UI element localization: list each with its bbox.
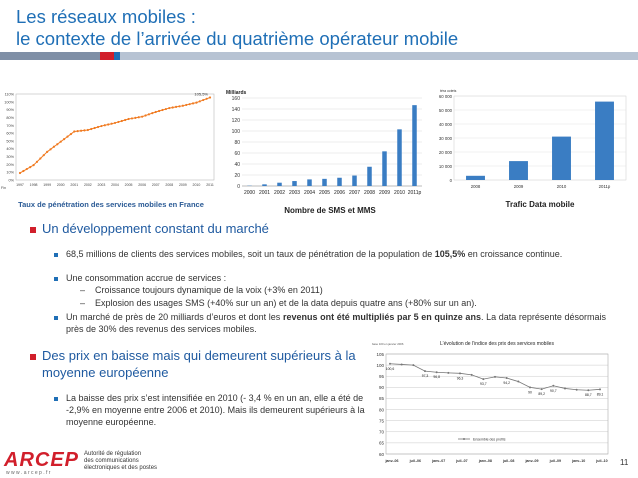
data-label: 93,7 <box>480 382 487 387</box>
bullet1-text-c: en croissance continue. <box>465 249 563 259</box>
section2-bullet <box>66 392 366 428</box>
data-point <box>172 106 174 108</box>
data-label: 97,3 <box>421 374 429 379</box>
data-point <box>182 105 184 107</box>
bar <box>307 179 312 186</box>
section2-heading-line-2: moyenne européenne <box>42 365 169 380</box>
bar <box>367 167 372 186</box>
y-tick-label: 10% <box>6 170 14 175</box>
x-tick-label: 2010 <box>556 184 567 189</box>
x-tick-label: 2001 <box>70 183 79 187</box>
data-point <box>506 377 508 379</box>
data-point <box>124 119 126 121</box>
y-tick-label: 60 000 <box>438 93 452 99</box>
red-square-bullet-icon <box>30 354 36 360</box>
y-tick-label: 70% <box>6 123 14 128</box>
data-point <box>165 108 167 110</box>
penetration-chart-title: Taux de pénétration des services mobiles en France <box>18 200 204 209</box>
data-point <box>158 110 160 112</box>
data-point <box>141 116 143 118</box>
legend-label: Ensemble des profils <box>473 437 506 442</box>
arcep-url: w w w . a r c e p . f r <box>6 470 51 476</box>
x-tick-label: 2002 <box>83 183 92 187</box>
data-label: 89,2 <box>538 392 545 397</box>
data-point <box>107 123 109 125</box>
data-point <box>206 98 208 100</box>
bar <box>466 176 485 180</box>
x-tick-label: 2005 <box>124 183 133 187</box>
bullet-icon <box>54 316 58 320</box>
data-point <box>117 121 119 123</box>
x-tick-label: 2007 <box>151 183 160 187</box>
y-tick-label: 100 <box>376 362 384 368</box>
arcep-logo <box>4 449 184 477</box>
bar <box>595 102 614 180</box>
x-tick-label: janv.-07 <box>432 459 446 463</box>
bar <box>397 129 402 186</box>
y-tick-label: 160 <box>231 96 240 102</box>
x-tick-label: 2006 <box>138 183 147 187</box>
x-tick-label: janv.-09 <box>525 459 539 463</box>
data-point <box>77 130 79 132</box>
data-point <box>90 128 92 130</box>
data-point <box>127 118 129 120</box>
section2-bullet-text: La baisse des prix s’est intensifiée en 2010 (- 3,4 % en un an, elle a été de -2,9% en moyenne entre 2006 et 2010). Mais ils demeurent supérieurs à la moyenne européenne. <box>66 393 365 427</box>
y-tick-label: 40% <box>6 147 14 152</box>
section1-bullet-3 <box>66 311 606 335</box>
tagline-line-3: électroniques et des postes <box>84 465 158 471</box>
tagline-line-1: Autorité de régulation <box>84 451 142 457</box>
x-tick-label: 2011p <box>407 190 422 196</box>
price-index-chart <box>368 340 616 466</box>
data-point <box>53 146 55 148</box>
y-tick-label: 80 <box>234 140 240 146</box>
x-tick-label: 2006 <box>333 190 346 196</box>
data-point <box>459 372 461 374</box>
data-point <box>70 133 72 135</box>
page-title <box>16 6 458 50</box>
x-tick-label: 2007 <box>348 190 361 196</box>
bullet3-text-b: revenus ont été multipliés par 5 en quinze ans <box>282 312 481 322</box>
data-point <box>552 385 554 387</box>
data-point <box>134 117 136 119</box>
data-label: 90,7 <box>550 388 557 393</box>
data-point <box>192 102 194 104</box>
x-tick-label: 2008 <box>363 190 376 196</box>
penetration-line <box>20 98 210 173</box>
data-point <box>19 172 21 174</box>
data-point <box>401 363 403 365</box>
rule-segment-light <box>120 52 638 60</box>
arcep-tagline <box>84 451 157 472</box>
title-line-1: Les réseaux mobiles : <box>16 6 196 27</box>
data-point <box>471 374 473 376</box>
data-point <box>100 125 102 127</box>
y-tick-label: 120 <box>231 118 240 124</box>
x-tick-label: 2002 <box>273 190 286 196</box>
data-point <box>185 104 187 106</box>
y-tick-label: 60 <box>378 451 384 457</box>
section1-heading <box>30 221 269 236</box>
sms-chart-xlabel: Nombre de SMS et MMS <box>284 206 376 215</box>
tagline-line-2: des communications <box>84 458 139 464</box>
arcep-logo-text: ARCEP <box>4 449 80 471</box>
x-tick-label: 2000 <box>243 190 256 196</box>
x-tick-label: 1997 <box>16 183 24 187</box>
plot-frame <box>16 91 214 180</box>
y-tick-label: 90 <box>378 385 384 391</box>
bar <box>277 183 282 186</box>
annotation-label: 105,5% <box>194 91 208 97</box>
penetration-chart <box>0 88 222 198</box>
data-point <box>39 157 41 159</box>
bar <box>352 176 357 186</box>
y-tick-label: 40 <box>234 162 240 168</box>
data-label: 89,1 <box>596 392 604 397</box>
x-tick-label: 2011 <box>206 183 214 187</box>
data-point <box>49 148 51 150</box>
y-tick-label: 30 000 <box>438 135 452 141</box>
y-tick-label: 20% <box>6 162 14 167</box>
y-tick-label: 70 <box>378 429 384 435</box>
y-tick-label: 20 000 <box>438 149 452 155</box>
data-point <box>43 154 45 156</box>
rule-segment-grey <box>0 52 100 60</box>
x-tick-label: 2000 <box>56 183 65 187</box>
y-tick-label: 80% <box>6 115 14 120</box>
dash-icon: – <box>80 298 86 308</box>
y-tick-label: 40 000 <box>438 121 452 127</box>
y-tick-label: 85 <box>378 396 384 402</box>
y-tick-label: 60 <box>234 151 240 157</box>
section1-bullet-1 <box>66 248 606 260</box>
y-tick-label: 105 <box>376 351 384 357</box>
bar <box>337 178 342 186</box>
data-point <box>114 122 116 124</box>
bar <box>292 181 297 186</box>
chart-subtitle: base 100 en janvier 2006 <box>372 342 404 346</box>
bullet-icon <box>54 397 58 401</box>
bar <box>552 137 571 180</box>
data-label: 100,6 <box>385 366 395 371</box>
bar <box>509 161 528 180</box>
sub2-text: Explosion des usages SMS (+40% sur un an) et de la data depuis quatre ans (+80% sur un an). <box>95 298 477 308</box>
data-point <box>175 106 177 108</box>
data-label: 94,2 <box>503 381 510 385</box>
data-point <box>494 376 496 378</box>
data-point <box>202 99 204 101</box>
data-point <box>66 136 68 138</box>
title-line-2: le contexte de l’arrivée du quatrième opérateur mobile <box>16 28 459 49</box>
data-point <box>32 164 34 166</box>
section1-bullet-2 <box>66 272 606 284</box>
data-point <box>151 112 153 114</box>
y-tick-label: 100 <box>231 129 240 135</box>
x-tick-label: 1998 <box>29 183 38 187</box>
data-point <box>131 117 133 119</box>
x-tick-label: 2001 <box>258 190 271 196</box>
data-point <box>155 111 157 113</box>
data-point <box>22 170 24 172</box>
data-point <box>87 129 89 131</box>
x-prefix-label: Fin <box>1 186 6 190</box>
data-point <box>389 363 391 365</box>
data-point <box>111 123 113 125</box>
x-tick-label: juil.-08 <box>502 459 515 463</box>
data-point <box>424 370 426 372</box>
x-tick-label: 2008 <box>165 183 174 187</box>
x-tick-label: 2005 <box>318 190 331 196</box>
y-tick-label: 100% <box>4 100 14 105</box>
data-point <box>29 166 31 168</box>
x-tick-label: 2009 <box>178 183 187 187</box>
dash-icon: – <box>80 285 86 295</box>
y-tick-label: 0% <box>8 178 14 183</box>
x-tick-label: janv.-06 <box>385 459 399 463</box>
y-tick-label: 30% <box>6 155 14 160</box>
data-point <box>104 124 106 126</box>
y-tick-label: 10 000 <box>438 163 452 169</box>
x-tick-label: 2003 <box>288 190 301 196</box>
data-point <box>168 107 170 109</box>
y-tick-label: 90% <box>6 108 14 113</box>
data-label: 90 <box>528 390 532 395</box>
x-tick-label: janv.-08 <box>478 459 492 463</box>
y-tick-label: 140 <box>231 107 240 113</box>
x-tick-label: 2004 <box>303 190 316 196</box>
data-label: 96,3 <box>456 376 464 381</box>
y-tick-label: 80 <box>378 407 384 413</box>
data-point <box>60 141 62 143</box>
data-point <box>121 120 123 122</box>
section1-heading-text: Un développement constant du marché <box>42 221 269 236</box>
y-tick-label: 0 <box>237 184 240 190</box>
data-point <box>482 378 484 380</box>
data-point <box>178 105 180 107</box>
x-tick-label: 1999 <box>43 183 52 187</box>
x-tick-label: juil.-06 <box>409 459 422 463</box>
y-tick-label: 95 <box>378 374 384 380</box>
x-tick-label: janv.-10 <box>572 459 586 463</box>
x-tick-label: 2004 <box>111 183 119 187</box>
bar <box>322 179 327 186</box>
data-point <box>209 96 211 98</box>
data-point <box>199 100 201 102</box>
data-point <box>46 151 48 153</box>
data-point <box>97 126 99 128</box>
y-tick-label: 50% <box>6 139 14 144</box>
data-point <box>541 388 543 390</box>
bullet2-text: Une consommation accrue de services : <box>66 273 227 283</box>
bullet3-text-c: . La data représente désormais près de 30% des revenus des services mobiles. <box>66 312 607 334</box>
data-point <box>56 143 58 145</box>
data-point <box>436 371 438 373</box>
x-tick-label: 2003 <box>97 183 106 187</box>
data-point <box>73 130 75 132</box>
bullet3-text-a: Un marché de près de 20 milliards d’euros et dont les <box>66 312 283 322</box>
data-point <box>144 114 146 116</box>
bar <box>412 105 417 186</box>
data-label: 88,7 <box>585 393 592 398</box>
y-tick-label: 65 <box>378 440 384 446</box>
data-point <box>94 127 96 129</box>
data-point <box>83 129 85 131</box>
section2-heading <box>30 347 370 381</box>
bullet-icon <box>54 253 58 257</box>
data-point <box>148 113 150 115</box>
y-tick-label: 110% <box>4 92 14 97</box>
data-point <box>138 116 140 118</box>
bullet1-text-a: 68,5 millions de clients des services mobiles, soit un taux de pénétration de la population de <box>66 249 435 259</box>
y-tick-label: 20 <box>234 173 240 179</box>
x-tick-label: juil.-10 <box>596 459 608 463</box>
sms-chart <box>222 88 424 206</box>
title-rule <box>0 52 638 60</box>
section2-heading-line-1: Des prix en baisse mais qui demeurent supérieurs à la <box>42 348 356 363</box>
data-point <box>161 109 163 111</box>
bar <box>262 184 267 186</box>
data-traffic-chart <box>426 88 632 200</box>
data-point <box>587 389 589 391</box>
data-point <box>599 388 601 390</box>
page-number: 11 <box>620 458 629 467</box>
x-tick-label: 2008 <box>470 184 481 189</box>
y-tick-label: 60% <box>6 131 14 136</box>
data-point <box>80 130 82 132</box>
x-tick-label: 2009 <box>378 190 391 196</box>
data-point <box>36 161 38 163</box>
data-point <box>576 389 578 391</box>
x-tick-label: juil.-07 <box>456 459 468 463</box>
bar <box>382 151 387 186</box>
x-tick-label: 2011p <box>598 184 611 189</box>
data-point <box>412 364 414 366</box>
data-label: 96,8 <box>433 375 440 380</box>
y-tick-label: 75 <box>378 418 384 424</box>
chart-title: L’évolution de l’indice des prix des services mobiles <box>440 341 554 347</box>
data-point <box>189 103 191 105</box>
data-point <box>195 102 197 104</box>
rule-segment-red <box>100 52 114 60</box>
bullet1-text-b: 105,5% <box>434 249 466 259</box>
x-tick-label: 2009 <box>513 184 524 189</box>
bullet-icon <box>54 277 58 281</box>
y-axis-label: téra octets <box>440 89 457 93</box>
data-traffic-chart-xlabel: Trafic Data mobile <box>505 200 575 209</box>
red-square-bullet-icon <box>30 227 36 233</box>
data-point <box>26 168 28 170</box>
x-tick-label: 2010 <box>393 190 406 196</box>
sub1-text: Croissance toujours dynamique de la voix (+3% en 2011) <box>95 285 323 295</box>
data-point <box>529 386 531 388</box>
y-axis-label: Milliards <box>226 90 247 96</box>
data-point <box>517 381 519 383</box>
legend-marker-icon <box>463 438 465 440</box>
data-point <box>447 372 449 374</box>
section1-sub-2 <box>80 297 616 309</box>
y-tick-label: 50 000 <box>438 107 452 113</box>
x-tick-label: 2010 <box>192 183 201 187</box>
data-point <box>564 387 566 389</box>
x-tick-label: juil.-09 <box>549 459 562 463</box>
data-point <box>63 138 65 140</box>
section1-sub-1 <box>80 284 616 296</box>
y-tick-label: 0 <box>449 177 452 183</box>
